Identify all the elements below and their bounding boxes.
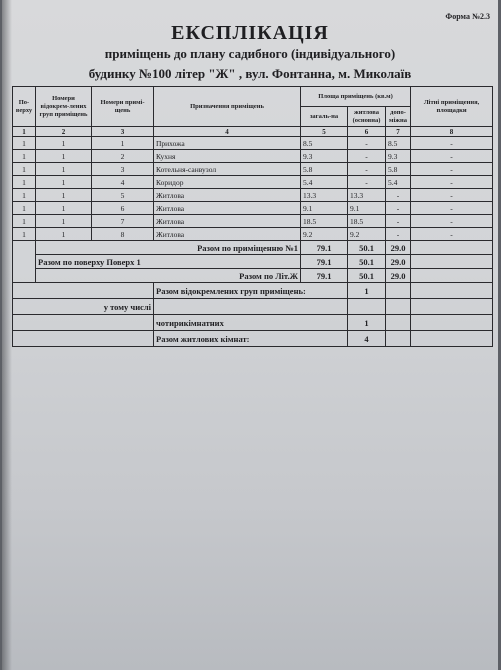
cell-summer: - <box>411 163 493 176</box>
total-floor-label: Разом по поверху Поверх 1 <box>36 255 301 269</box>
cell-total: 5.4 <box>301 176 348 189</box>
document-address: будинку №100 літер "Ж" , вул. Фонтанна, м. Миколаїв <box>88 66 412 81</box>
cell-total: 9.2 <box>301 228 348 241</box>
total-premises-living: 50.1 <box>348 241 386 255</box>
separate-groups-row <box>13 283 493 299</box>
document-sheet <box>2 0 498 670</box>
cell-purpose: Кухня <box>154 150 301 163</box>
cell-group: 1 <box>36 189 92 202</box>
header-purpose: Призначення приміщень <box>154 87 301 127</box>
document-title: ЕКСПЛІКАЦІЯ <box>171 22 329 44</box>
form-number: Форма №2.3 <box>445 12 490 21</box>
cell-floor: 1 <box>13 202 36 215</box>
table-row <box>13 228 493 241</box>
total-premises-total: 79.1 <box>301 241 348 255</box>
cell-living: - <box>348 150 386 163</box>
cell-group: 1 <box>36 163 92 176</box>
header-floor: По-верху <box>13 87 36 127</box>
cell-purpose: Прихожа <box>154 137 301 150</box>
cell-room: 3 <box>92 163 154 176</box>
cell-room: 5 <box>92 189 154 202</box>
cell-floor: 1 <box>13 150 36 163</box>
header-room-no: Номери примі-щень <box>92 87 154 127</box>
cell-summer: - <box>411 150 493 163</box>
including-row <box>13 299 493 315</box>
cell-purpose: Котельня-санвузол <box>154 163 301 176</box>
cell-purpose: Житлова <box>154 202 301 215</box>
header-total: загаль-на <box>301 107 348 127</box>
cell-room: 2 <box>92 150 154 163</box>
column-number: 2 <box>36 127 92 137</box>
total-floor-living: 50.1 <box>348 255 386 269</box>
cell-floor: 1 <box>13 176 36 189</box>
cell-room: 8 <box>92 228 154 241</box>
cell-group: 1 <box>36 150 92 163</box>
cell-total: 9.1 <box>301 202 348 215</box>
cell-aux: - <box>386 215 411 228</box>
cell-living: 13.3 <box>348 189 386 202</box>
cell-living: 18.5 <box>348 215 386 228</box>
four-room-label: чотирикімнатних <box>154 315 348 331</box>
cell-living: - <box>348 176 386 189</box>
cell-living: 9.1 <box>348 202 386 215</box>
cell-group: 1 <box>36 228 92 241</box>
cell-total: 13.3 <box>301 189 348 202</box>
table-row <box>13 202 493 215</box>
cell-aux: - <box>386 189 411 202</box>
cell-summer: - <box>411 176 493 189</box>
total-building-label: Разом по Літ.Ж <box>36 269 301 283</box>
living-rooms-label: Разом житлових кімнат: <box>154 331 348 347</box>
header-row-1 <box>13 87 493 107</box>
explication-table <box>12 86 493 347</box>
cell-aux: 5.8 <box>386 163 411 176</box>
cell-group: 1 <box>36 137 92 150</box>
cell-summer: - <box>411 228 493 241</box>
table-row <box>13 150 493 163</box>
column-number: 3 <box>92 127 154 137</box>
header-living: житлова (основна) <box>348 107 386 127</box>
cell-aux: - <box>386 228 411 241</box>
cell-total: 5.8 <box>301 163 348 176</box>
cell-living: 9.2 <box>348 228 386 241</box>
separate-groups-value: 1 <box>348 283 386 299</box>
four-room-value: 1 <box>348 315 386 331</box>
cell-aux: 5.4 <box>386 176 411 189</box>
column-number: 4 <box>154 127 301 137</box>
column-number: 8 <box>411 127 493 137</box>
cell-purpose: Житлова <box>154 215 301 228</box>
including-label: у тому числі <box>13 299 154 315</box>
cell-purpose: Житлова <box>154 228 301 241</box>
total-building-aux: 29.0 <box>386 269 411 283</box>
living-rooms-row <box>13 331 493 347</box>
cell-room: 6 <box>92 202 154 215</box>
cell-total: 9.3 <box>301 150 348 163</box>
total-building-total: 79.1 <box>301 269 348 283</box>
cell-purpose: Житлова <box>154 189 301 202</box>
page-shadow <box>2 0 12 670</box>
cell-aux: 8.5 <box>386 137 411 150</box>
total-floor-aux: 29.0 <box>386 255 411 269</box>
living-rooms-value: 4 <box>348 331 386 347</box>
cell-total: 18.5 <box>301 215 348 228</box>
cell-room: 1 <box>92 137 154 150</box>
cell-floor: 1 <box>13 163 36 176</box>
total-premises-row <box>13 241 493 255</box>
cell-living: - <box>348 137 386 150</box>
cell-summer: - <box>411 189 493 202</box>
total-premises-aux: 29.0 <box>386 241 411 255</box>
column-number: 1 <box>13 127 36 137</box>
cell-room: 4 <box>92 176 154 189</box>
total-premises-label: Разом по приміщенню №1 <box>36 241 301 255</box>
total-building-row <box>13 269 493 283</box>
table-row <box>13 189 493 202</box>
cell-floor: 1 <box>13 137 36 150</box>
cell-purpose: Коридор <box>154 176 301 189</box>
table-row <box>13 137 493 150</box>
column-number: 7 <box>386 127 411 137</box>
column-number-row <box>13 127 493 137</box>
cell-group: 1 <box>36 202 92 215</box>
total-floor-row <box>13 255 493 269</box>
total-building-living: 50.1 <box>348 269 386 283</box>
cell-summer: - <box>411 215 493 228</box>
cell-room: 7 <box>92 215 154 228</box>
table-row <box>13 163 493 176</box>
four-room-row <box>13 315 493 331</box>
cell-group: 1 <box>36 215 92 228</box>
cell-floor: 1 <box>13 228 36 241</box>
separate-groups-label: Разом відокремлених груп приміщень: <box>154 283 348 299</box>
cell-floor: 1 <box>13 189 36 202</box>
cell-group: 1 <box>36 176 92 189</box>
header-aux: допо-міжна <box>386 107 411 127</box>
header-group-no: Номери відокрем-лених груп приміщень <box>36 87 92 127</box>
cell-aux: - <box>386 202 411 215</box>
table-row <box>13 176 493 189</box>
cell-summer: - <box>411 202 493 215</box>
column-number: 5 <box>301 127 348 137</box>
document-subtitle: приміщень до плану садибного (індивідуального) <box>104 46 396 61</box>
cell-living: - <box>348 163 386 176</box>
total-floor-total: 79.1 <box>301 255 348 269</box>
cell-total: 8.5 <box>301 137 348 150</box>
column-number: 6 <box>348 127 386 137</box>
table-row <box>13 215 493 228</box>
cell-summer: - <box>411 137 493 150</box>
header-summer: Літні приміщення, площадки <box>411 87 493 127</box>
cell-aux: 9.3 <box>386 150 411 163</box>
header-area-group: Площа приміщень (кв.м) <box>301 87 411 107</box>
cell-floor: 1 <box>13 215 36 228</box>
